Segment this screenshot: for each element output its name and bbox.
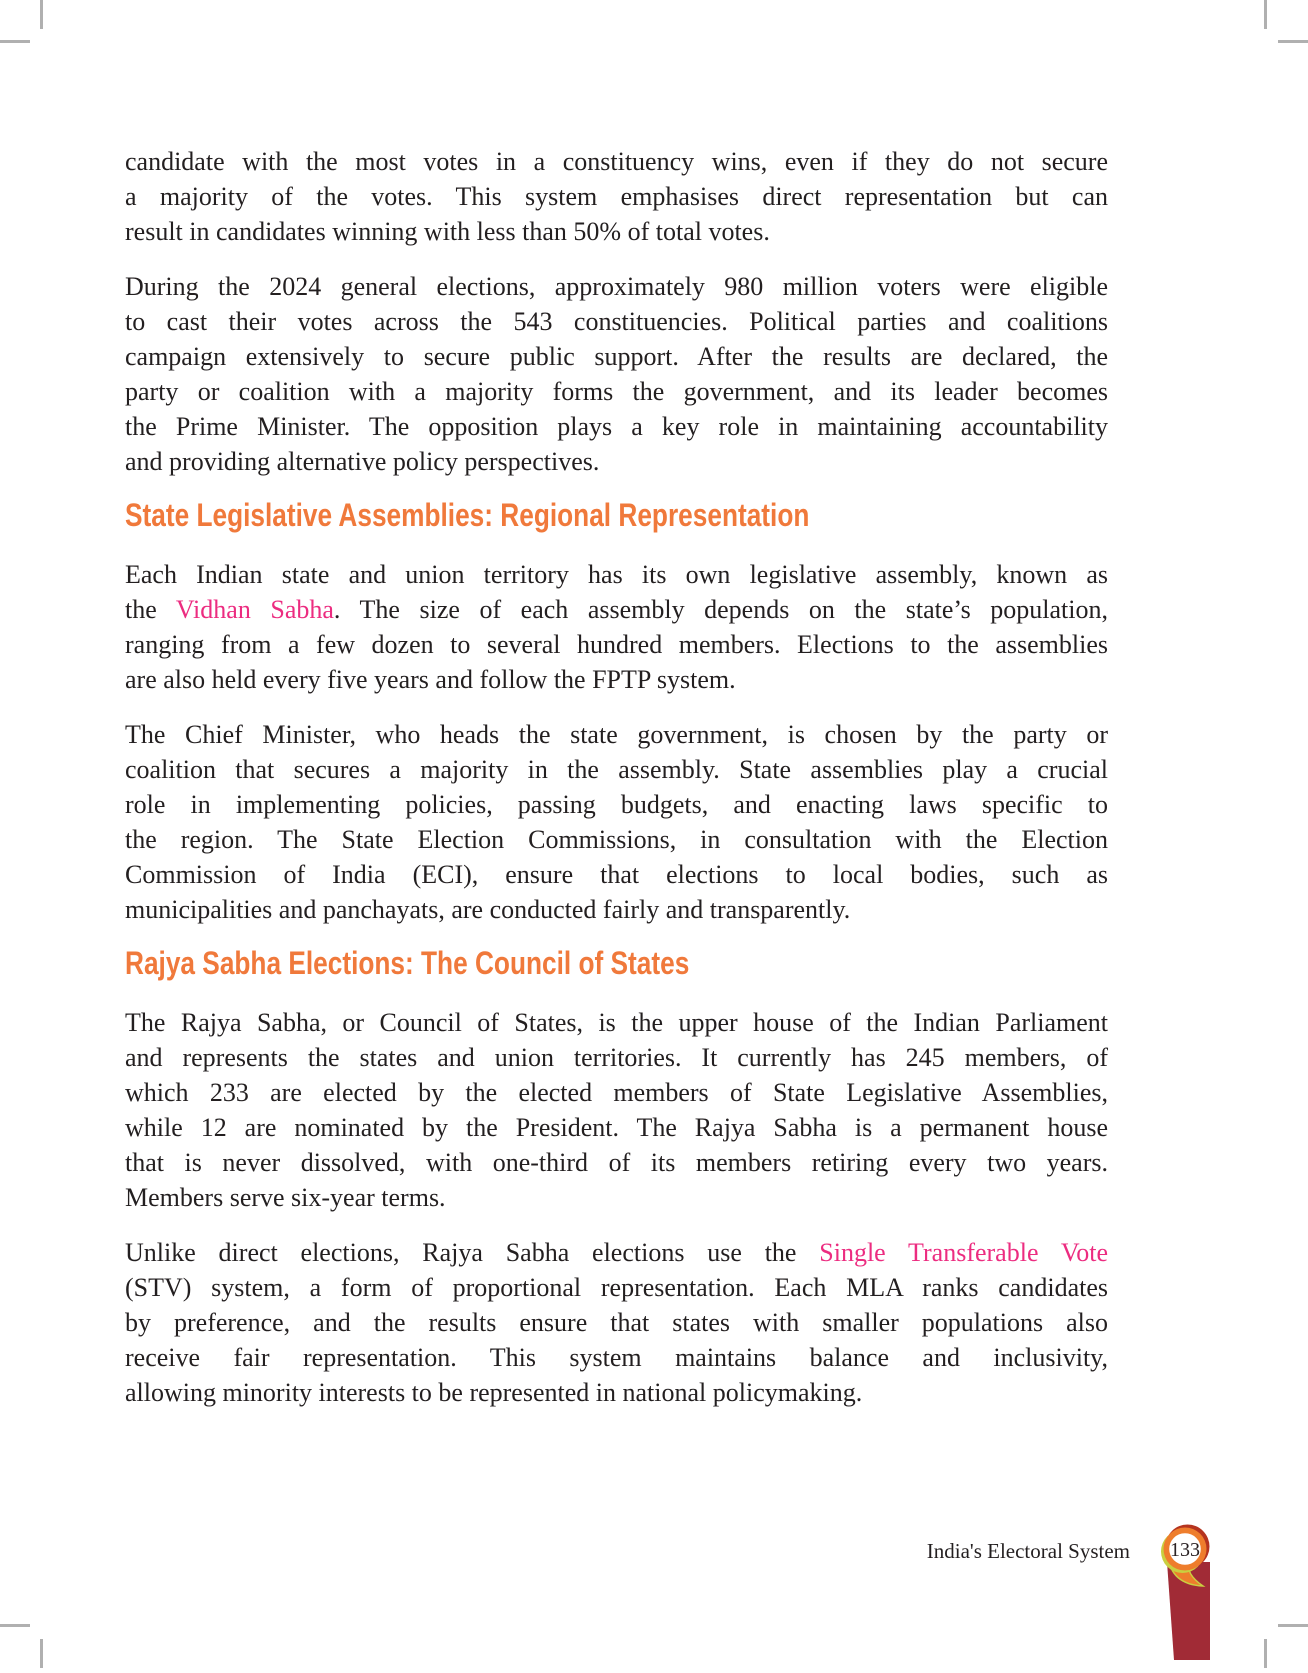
text-line — [125, 214, 1108, 249]
text-line — [125, 1075, 1108, 1110]
heading-rajya-sabha: Rajya Sabha Elections: The Council of States — [125, 945, 690, 981]
text-line — [125, 592, 1108, 627]
text-line — [125, 1005, 1108, 1040]
crop-mark-top-left-vertical — [40, 0, 43, 29]
text-line — [125, 304, 1108, 339]
text-segment: The Chief Minister, who heads the state government, is chosen by the party or — [125, 720, 1108, 749]
crop-mark-bottom-right-vertical — [1264, 1639, 1267, 1668]
text-line — [125, 752, 1108, 787]
text-line — [125, 144, 1108, 179]
page-number: 133 — [1170, 1539, 1200, 1561]
text-segment: The Rajya Sabha, or Council of States, is the upper house of the Indian Parliament — [125, 1008, 1108, 1037]
highlight-term: Vidhan Sabha — [175, 595, 334, 624]
text-segment: candidate with the most votes in a constituency wins, even if they do not secure — [125, 147, 1108, 176]
text-line — [125, 787, 1108, 822]
text-segment: while 12 are nominated by the President. The Rajya Sabha is a permanent house — [125, 1113, 1108, 1142]
text-segment: the — [125, 595, 176, 624]
text-segment: Commission of India (ECI), ensure that elections to local bodies, such as — [125, 860, 1108, 889]
text-line — [125, 1270, 1108, 1305]
text-line — [125, 1235, 1108, 1270]
text-line — [125, 857, 1108, 892]
text-segment: Members serve six-year terms. — [125, 1183, 446, 1212]
text-line — [125, 1340, 1108, 1375]
text-segment: and represents the states and union territories. It currently has 245 members, of — [125, 1043, 1108, 1072]
text-segment: role in implementing policies, passing budgets, and enacting laws specific to — [125, 790, 1108, 819]
text-line — [125, 339, 1108, 374]
text-segment: campaign extensively to secure public support. After the results are declared, the — [125, 342, 1108, 371]
text-line — [125, 1180, 1108, 1215]
text-segment: the Prime Minister. The opposition plays a key role in maintaining accountability — [125, 412, 1108, 441]
text-line — [125, 1305, 1108, 1340]
text-segment: ranging from a few dozen to several hundred members. Elections to the assemblies — [125, 630, 1108, 659]
text-line — [125, 557, 1108, 592]
text-segment: are also held every five years and follow the FPTP system. — [125, 665, 736, 694]
text-line — [125, 444, 1108, 479]
text-line — [125, 1040, 1108, 1075]
text-line — [125, 374, 1108, 409]
crop-mark-bottom-left-horizontal — [0, 1624, 30, 1627]
text-segment: result in candidates winning with less than 50% of total votes. — [125, 217, 770, 246]
text-line — [125, 1110, 1108, 1145]
text-line — [125, 892, 1108, 927]
page-number-badge — [1155, 1518, 1225, 1668]
text-line — [125, 179, 1108, 214]
text-segment: During the 2024 general elections, approximately 980 million voters were eligible — [125, 272, 1108, 301]
text-segment: Unlike direct elections, Rajya Sabha elections use the — [125, 1238, 820, 1267]
para-chief-minister — [125, 717, 1108, 927]
crop-mark-bottom-left-vertical — [40, 1639, 43, 1668]
text-line — [125, 822, 1108, 857]
text-segment: party or coalition with a majority forms the government, and its leader becomes — [125, 377, 1108, 406]
highlight-term: Single Transferable Vote — [819, 1238, 1109, 1267]
text-content — [125, 0, 1108, 1410]
para-rajya-sabha — [125, 1005, 1108, 1215]
text-segment: a majority of the votes. This system emphasises direct representation but can — [125, 182, 1108, 211]
text-segment: Each Indian state and union territory has its own legislative assembly, known as — [125, 560, 1108, 589]
text-segment: receive fair representation. This system maintains balance and inclusivity, — [125, 1343, 1108, 1372]
text-segment: by preference, and the results ensure that states with smaller populations also — [125, 1308, 1108, 1337]
text-line — [125, 409, 1108, 444]
text-segment: allowing minority interests to be represented in national policymaking. — [125, 1378, 863, 1407]
text-segment: . The size of each assembly depends on the state’s population, — [333, 595, 1108, 624]
text-line — [125, 1145, 1108, 1180]
footer-section-title: India's Electoral System — [926, 1539, 1130, 1563]
text-segment: municipalities and panchayats, are conducted fairly and transparently. — [125, 895, 851, 924]
crop-mark-top-left-horizontal — [0, 40, 30, 43]
text-segment: which 233 are elected by the elected members of State Legislative Assemblies, — [125, 1078, 1108, 1107]
text-segment: the region. The State Election Commissions, in consultation with the Election — [125, 825, 1108, 854]
text-line — [125, 662, 1108, 697]
text-segment: and providing alternative policy perspectives. — [125, 447, 600, 476]
text-segment: to cast their votes across the 543 constituencies. Political parties and coalitions — [125, 307, 1108, 336]
text-line — [125, 1375, 1108, 1410]
para-2024-elections — [125, 269, 1108, 479]
text-line — [125, 627, 1108, 662]
crop-mark-top-right-horizontal — [1278, 40, 1308, 43]
text-line — [125, 269, 1108, 304]
para-stv — [125, 1235, 1108, 1410]
text-line — [125, 717, 1108, 752]
text-segment: coalition that secures a majority in the assembly. State assemblies play a crucial — [125, 755, 1108, 784]
crop-mark-bottom-right-horizontal — [1278, 1624, 1308, 1627]
heading-state-assemblies: State Legislative Assemblies: Regional Representation — [125, 497, 810, 533]
text-segment: (STV) system, a form of proportional representation. Each MLA ranks candidates — [125, 1273, 1108, 1302]
crop-mark-top-right-vertical — [1264, 0, 1267, 29]
text-segment: that is never dissolved, with one-third of its members retiring every two years. — [125, 1148, 1108, 1177]
para-vidhan-sabha — [125, 557, 1108, 697]
para-fptp-result — [125, 144, 1108, 249]
